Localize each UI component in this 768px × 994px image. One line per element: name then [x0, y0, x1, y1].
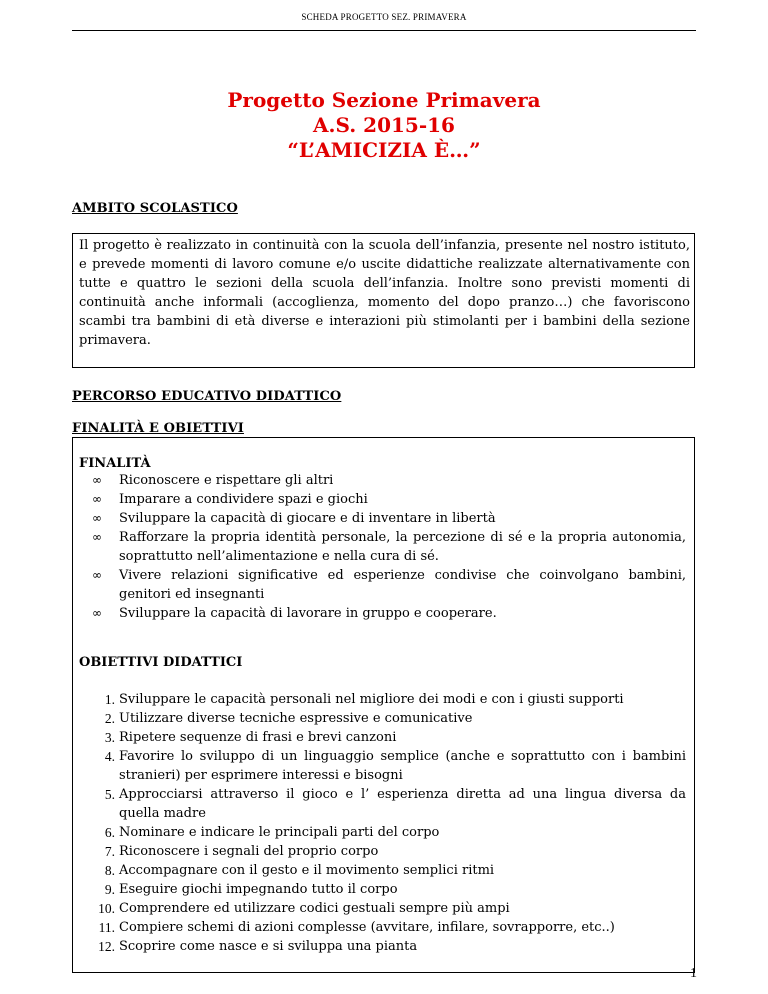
item-number: 6. — [104, 825, 115, 840]
item-number: 8. — [104, 863, 115, 878]
page-header: SCHEDA PROGETTO SEZ. PRIMAVERA — [301, 12, 467, 22]
list-item — [104, 842, 686, 861]
list-item-text: Scoprire come nasce e si sviluppa una pianta — [119, 939, 418, 954]
list-item-text: Sviluppare la capacità di lavorare in gruppo e cooperare. — [119, 606, 497, 621]
obiettivi-heading: OBIETTIVI DIDATTICI — [79, 655, 243, 670]
list-item — [104, 880, 686, 899]
document-title — [72, 88, 696, 163]
ambito-text: Il progetto è realizzato in continuità con la scuola dell’infanzia, presente nel nostro istituto, e prevede momenti di lavoro comune e/o uscite didattiche realizzate alternativamente con tutte e quattro le sezioni della scuola dell’infanzia. Inoltre sono previsti momenti di continuità anche informali (accoglienza, momento del dopo pranzo…) che favoriscono scambi tra bambini di età diverse e interazioni più stimolanti per i bambini della sezione primavera. — [79, 238, 690, 348]
list-item — [104, 861, 686, 880]
header-rule — [72, 30, 696, 31]
list-item — [92, 604, 686, 623]
item-number: 5. — [104, 787, 115, 802]
list-item-text: Eseguire giochi impegnando tutto il corpo — [119, 882, 398, 897]
list-item-text: Ripetere sequenze di frasi e brevi canzoni — [119, 730, 397, 745]
list-item-text: Riconoscere i segnali del proprio corpo — [119, 844, 379, 859]
finalita-obiettivi-heading: FINALITÀ E OBIETTIVI — [72, 421, 244, 436]
list-item — [92, 490, 686, 509]
obiettivi-list — [73, 690, 694, 956]
list-item-text: Compiere schemi di azioni complesse (avvitare, infilare, sovrapporre, etc..) — [119, 920, 615, 935]
list-item-text: Favorire lo sviluppo di un linguaggio semplice (anche e soprattutto con i bambini stranieri) per esprimere interessi e bisogni — [119, 749, 686, 783]
list-item-text: Accompagnare con il gesto e il movimento semplici ritmi — [119, 863, 495, 878]
list-item — [104, 709, 686, 728]
list-item-text: Rafforzare la propria identità personale, la percezione di sé e la propria autonomia, soprattutto nell’alimentazione e nella cura di sé. — [119, 530, 686, 564]
infinity-bullet-icon: ∞ — [92, 492, 102, 506]
page-number: 1 — [690, 966, 697, 981]
finalita-list — [73, 471, 694, 623]
item-number: 7. — [104, 844, 115, 859]
list-item-text: Vivere relazioni significative ed esperienze condivise che coinvolgano bambini, genitori ed insegnanti — [119, 568, 686, 602]
list-item-text: Utilizzare diverse tecniche espressive e comunicative — [119, 711, 473, 726]
list-item-text: Comprendere ed utilizzare codici gestuali sempre più ampi — [119, 901, 510, 916]
list-item — [98, 899, 686, 918]
list-item-text: Nominare e indicare le principali parti del corpo — [119, 825, 440, 840]
item-number: 2. — [104, 711, 115, 726]
list-item-text: Imparare a condividere spazi e giochi — [119, 492, 368, 507]
list-item — [104, 728, 686, 747]
ambito-box — [72, 233, 695, 368]
item-number: 3. — [104, 730, 115, 745]
item-number: 12. — [98, 939, 115, 954]
percorso-heading: PERCORSO EDUCATIVO DIDATTICO — [72, 389, 342, 404]
title-line-1: Progetto Sezione Primavera — [227, 88, 541, 112]
list-item — [98, 918, 686, 937]
list-item — [98, 937, 686, 956]
list-item — [104, 785, 686, 823]
list-item-text: Sviluppare le capacità personali nel migliore dei modi e con i giusti supporti — [119, 692, 624, 707]
list-item — [92, 566, 686, 604]
list-item-text: Riconoscere e rispettare gli altri — [119, 473, 334, 488]
list-item-text: Approcciarsi attraverso il gioco e l’ esperienza diretta ad una lingua diversa da quella madre — [119, 787, 686, 821]
list-item — [92, 528, 686, 566]
item-number: 9. — [104, 882, 115, 897]
finalita-obiettivi-box — [72, 437, 695, 973]
infinity-bullet-icon: ∞ — [92, 511, 102, 525]
item-number: 1. — [104, 692, 115, 707]
list-item-text: Sviluppare la capacità di giocare e di inventare in libertà — [119, 511, 496, 526]
list-item — [104, 747, 686, 785]
item-number: 11. — [98, 920, 115, 935]
infinity-bullet-icon: ∞ — [92, 473, 102, 487]
list-item — [92, 471, 686, 490]
list-item — [104, 690, 686, 709]
title-line-2: A.S. 2015-16 — [313, 113, 455, 137]
list-item — [92, 509, 686, 528]
item-number: 4. — [104, 749, 115, 764]
ambito-heading: AMBITO SCOLASTICO — [72, 201, 238, 216]
infinity-bullet-icon: ∞ — [92, 606, 102, 620]
item-number: 10. — [98, 901, 115, 916]
list-item — [104, 823, 686, 842]
title-line-3: “L’AMICIZIA È…” — [287, 138, 481, 162]
infinity-bullet-icon: ∞ — [92, 568, 102, 582]
finalita-heading: FINALITÀ — [79, 456, 151, 471]
infinity-bullet-icon: ∞ — [92, 530, 102, 544]
